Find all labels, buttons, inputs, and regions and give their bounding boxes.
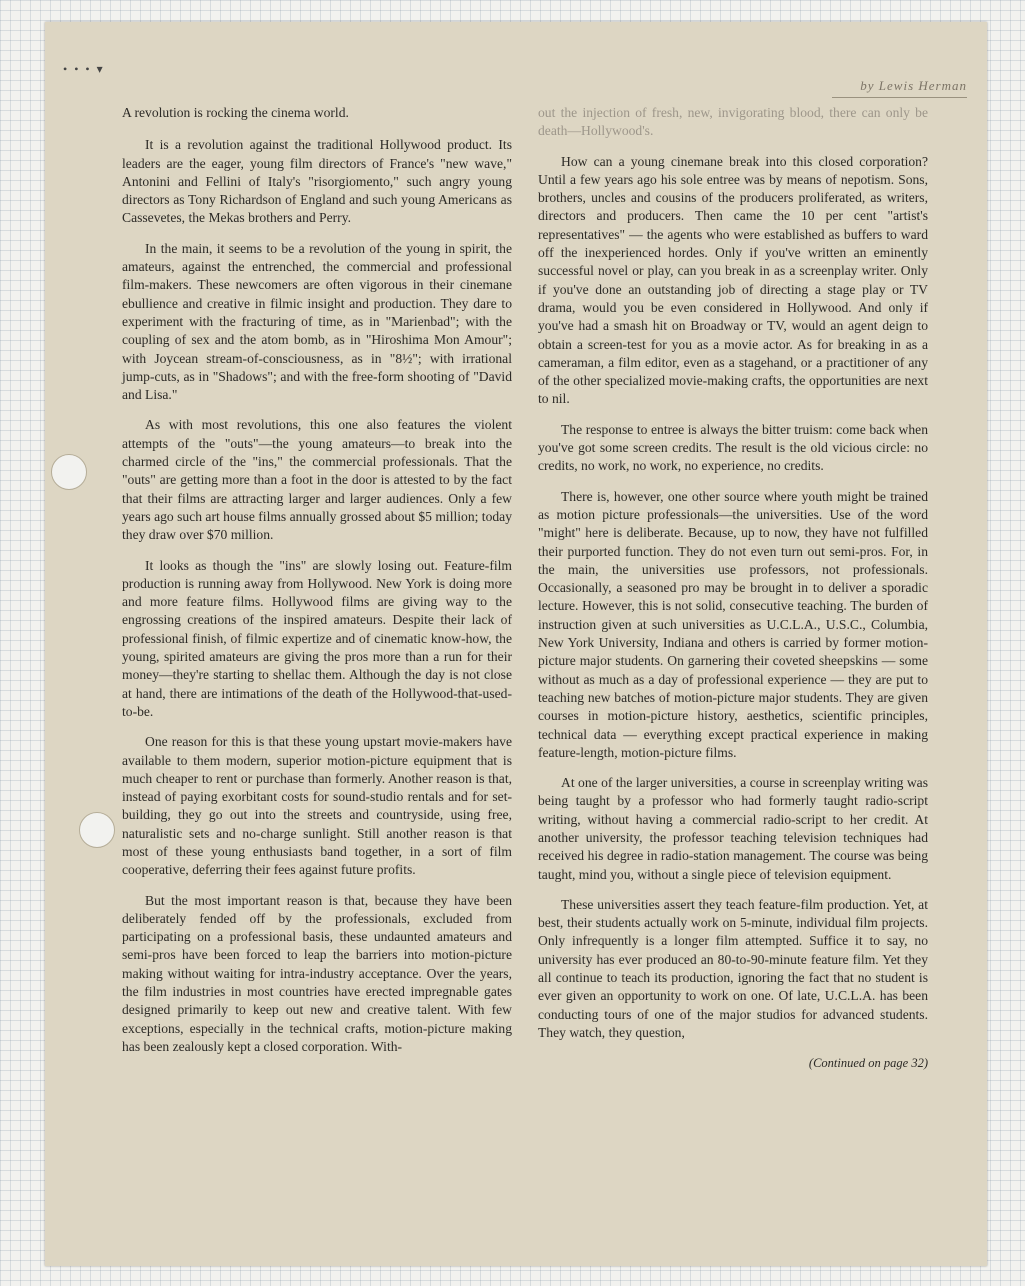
paragraph: The response to entree is always the bitter truism: come back when you've got some screen credits. The result is the old vicious circle: no credits, no work, no work, no experience, no credits. (538, 421, 928, 474)
paragraph: It looks as though the "ins" are slowly losing out. Feature-film production is running away from Hollywood. New York is doing more and more feature films. Hollywood films are giving way to the engrossing creations of the inspired amateurs. Despite their lack of professional finish, of filmic expertize and of cinematic know-how, the young, spirited amateurs are giving the pros more than a run for their money—they're starting to shellac them. Although the day is not close at hand, there are intimations of the death of the Hollywood-that-used-to-be. (122, 557, 512, 719)
byline: by Lewis Herman (860, 78, 967, 93)
left-column (122, 104, 512, 1068)
paragraph: At one of the larger universities, a course in screenplay writing was being taught by a professor who had formerly taught radio-script writing, without having a commercial radio-script to her credit. At another university, the professor teaching television techniques had received his degree in radio-station management. The course was being taught, mind you, without a single piece of television equipment. (538, 775, 928, 882)
punch-hole-bottom (79, 812, 115, 848)
paragraph: As with most revolutions, this one also features the violent attempts of the "outs"—the young amateurs—to break into the charmed circle of the "ins," the commercial professionals. That the "outs" are getting more than a foot in the door is attested to by the fact that their films are attracting larger and larger audiences. Only a few years ago such art house films annually grossed about $5 million; today they draw over $70 million. (122, 417, 512, 543)
corner-mark: • • • ▾ (63, 62, 105, 76)
paragraph: But the most important reason is that, because they have been deliberately fended off by the professionals, excluded from participating on a professional basis, these undaunted amateurs and semi-pros have been forced to leap the barriers into motion-picture making without waiting for intra-industry acceptance. Over the years, the film industries in most countries have erected impregnable gates designed primarily to keep out new and creative talent. With few exceptions, especially in the technical crafts, motion-picture making has been zealously kept a closed corporation. With- (122, 892, 512, 1054)
paragraph: These universities assert they teach feature-film production. Yet, at best, their students actually work on 5-minute, individual film projects. Only infrequently is a longer film attempted. Suffice it to say, no university has ever produced an 80-to-90-minute feature film. Yet they all continue to teach its production, ignoring the fact that no student is ever given an opportunity to work on one. Of late, U.C.L.A. has been conducting tours of one of the major studios for advanced students. They watch, they question, (538, 896, 928, 1040)
paragraph: A revolution is rocking the cinema world. (122, 105, 349, 120)
paragraph: How can a young cinemane break into this closed corporation? Until a few years ago his sole entree was by means of nepotism. Sons, brothers, uncles and cousins of the producers proliferated, as writers, directors and producers. Then came the 10 per cent "artist's representatives" — the agents who were established as buffers to ward off the inexperienced hordes. Only if you've written an eminently successful novel or play, can you break in as a screenplay writer. Only if you've done an outstanding job of directing a stage play or TV drama, would you be even considered in Hollywood. And only if you've had a smash hit on Broadway or TV, would an agent deign to obtain a screen-test for you as a movie actor. As for breaking in as a cameraman, a film editor, even as a stagehand, or a practitioner of any of the other specialized movie-making crafts, the opportunities are next to nil. (538, 153, 928, 407)
paragraph: It is a revolution against the traditional Hollywood product. Its leaders are the eager, young film directors of France's "new wave," Antonini and Fellini of Italy's "risorgiomento," such angry young directors as Tony Richardson of England and such young Americans as Cassevetes, the Mekas brothers and Perry. (122, 137, 512, 226)
paragraph: out the injection of fresh, new, invigorating blood, there can only be death—Hollywood's. (538, 105, 928, 139)
right-column (538, 104, 928, 1073)
paragraph: In the main, it seems to be a revolution of the young in spirit, the amateurs, against the entrenched, the commercial and professional film-makers. These newcomers are often vigorous in their cinemane ebullience and creative in filmic insight and production. They dare to experiment with the fracturing of time, as in "Marienbad"; with the coupling of sex and the atom bomb, as in "Hiroshima Mon Amour"; with Joycean stream-of-consciousness, as in "8½"; with irrational jump-cuts, as in "Shadows"; and with the free-form shooting of "David and Lisa." (122, 240, 512, 403)
paragraph: One reason for this is that these young upstart movie-makers have available to them modern, superior motion-picture equipment that is much cheaper to rent or purchase than formerly. Another reason is that, instead of paying exorbitant costs for sound-studio rentals and for set-building, they go out into the streets and countryside, using free, naturalistic sets and no-charge sunlight. Still another reason is that most of these young enthusiasts band together, in a sort of film cooperative, deferring their fees against future profits. (122, 734, 512, 878)
byline-rule (832, 97, 967, 98)
paper-sheet (45, 22, 987, 1266)
continued-note: (Continued on page 32) (808, 1056, 928, 1071)
punch-hole-top (51, 454, 87, 490)
paragraph: There is, however, one other source where youth might be trained as motion picture professionals—the universities. Use of the word "might" here is deliberate. Because, up to now, they have not fulfilled their purported function. They do not even turn out semi-pros. For, in the main, the universities use professors, not professionals. Occasionally, a seasoned pro may be brought in to deliver a sporadic lecture. However, this is not solid, consecutive teaching. The burden of instruction given at such universities as U.C.L.A., U.S.C., Columbia, New York University, Indiana and others is carried by former motion-picture major students. On garnering their coveted sheepskins — some without as much as a day of professional experience — they are put to teaching new batches of motion-picture major students. They are given courses in motion-picture history, aesthetics, scientific principles, technical data — everything except practical experience in making feature-length, motion-picture films. (538, 488, 928, 760)
